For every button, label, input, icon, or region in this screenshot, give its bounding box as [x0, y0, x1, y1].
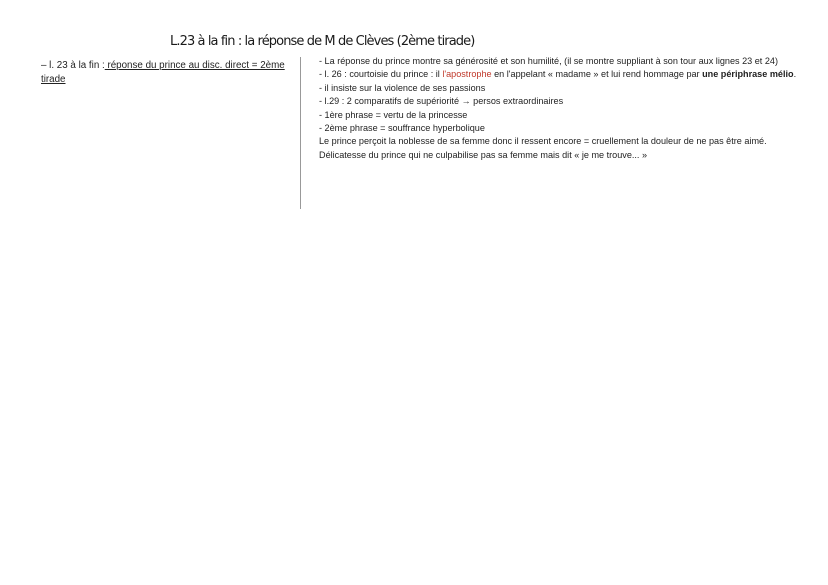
apostrophe-highlight: l'apostrophe [442, 69, 492, 80]
column-divider [300, 57, 301, 209]
note-line-comparatifs: - l.29 : 2 comparatifs de supériorité → persos extraordinaires [319, 96, 564, 107]
page-title: L.23 à la fin : la réponse de M de Clèves (2ème tirade) [170, 34, 475, 49]
left-note-underlined: réponse du prince au disc. direct = 2ème tirade [41, 60, 285, 85]
right-column-notes [319, 55, 805, 162]
note-line-courtoisie-text-a: - l. 26 : courtoisie du prince : il [319, 69, 443, 80]
note-line-premiere-phrase: - 1ère phrase = vertu de la princesse [319, 109, 468, 120]
note-line-deuxieme-phrase: - 2ème phrase = souffrance hyperbolique [319, 123, 485, 134]
note-line-courtoisie [319, 68, 805, 81]
note-line-passions: - il insiste sur la violence de ses passions [319, 82, 486, 93]
note-line-courtoisie-end: . [793, 69, 797, 80]
left-note-prefix: – l. 23 à la fin : [41, 60, 105, 71]
note-line-generosite: - La réponse du prince montre sa générosité et son humilité, (il se montre suppliant à son tour aux lignes 23 et 24) [319, 56, 778, 66]
periphrase-bold: une périphrase mélio [702, 69, 794, 80]
note-line-conclusion: Le prince perçoit la noblesse de sa femme donc il ressent encore = cruellement la douleur de ne pas être aimé. Délicatesse du prince qui ne culpabilise pas sa femme mais dit « je me trouve... » [319, 136, 767, 160]
left-column-note [41, 59, 291, 87]
note-line-courtoisie-text-b: en l'appelant « madame » et lui rend hommage par [491, 69, 703, 80]
